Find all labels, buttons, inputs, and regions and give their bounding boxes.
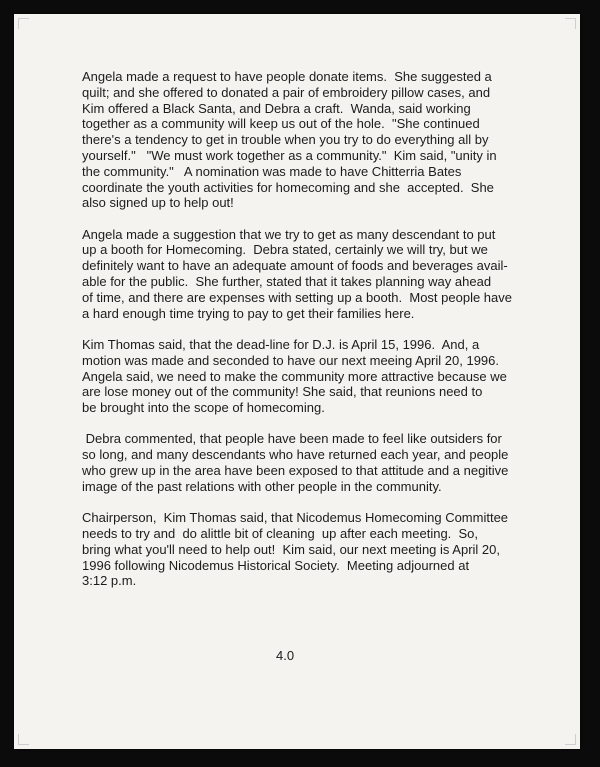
paragraph-deadline bbox=[82, 337, 542, 416]
page-number: 4.0 bbox=[276, 648, 295, 663]
text-line: Angela made a request to have people donate items. She suggested a bbox=[82, 69, 492, 84]
text-line: coordinate the youth activities for homecoming and she accepted. She bbox=[82, 179, 494, 195]
crop-mark-bottom-left bbox=[18, 734, 29, 745]
text-line: 3:12 p.m. bbox=[82, 573, 137, 589]
text-line: quilt; and she offered to donated a pair of embroidery pillow cases, and bbox=[82, 84, 491, 100]
crop-mark-top-right bbox=[565, 18, 576, 29]
crop-mark-bottom-right bbox=[565, 734, 576, 745]
text-line: able for the public. She further, stated that it takes planning way ahead bbox=[82, 274, 492, 290]
minutes-text-body bbox=[82, 69, 542, 605]
text-line: who grew up in the area have been exposed to that attitude and a negitive bbox=[82, 463, 509, 479]
text-line: needs to try and do alittle bit of cleaning up after each meeting. So, bbox=[82, 525, 479, 541]
text-line: a hard enough time trying to pay to get their families here. bbox=[82, 305, 415, 321]
text-line: there's a tendency to get in trouble when you try to do everything all by bbox=[82, 132, 489, 148]
text-line: 1996 following Nicodemus Historical Society. Meeting adjourned at bbox=[82, 557, 470, 573]
document-page bbox=[14, 14, 580, 749]
text-line: definitely want to have an adequate amount of foods and beverages avail- bbox=[82, 258, 508, 274]
text-line: the community." A nomination was made to have Chitterria Bates bbox=[82, 163, 462, 179]
text-line: yourself." "We must work together as a community." Kim said, "unity in bbox=[82, 147, 497, 163]
text-line: are lose money out of the community! She said, that reunions need to bbox=[82, 384, 483, 400]
text-line: up a booth for Homecoming. Debra stated, certainly we will try, but we bbox=[82, 242, 488, 258]
text-line: of time, and there are expenses with setting up a booth. Most people have bbox=[82, 289, 512, 305]
text-line: Kim offered a Black Santa, and Debra a craft. Wanda, said working bbox=[82, 100, 471, 116]
paragraph-outsiders bbox=[82, 431, 542, 494]
text-line: Debra commented, that people have been made to feel like outsiders for bbox=[82, 431, 502, 447]
text-line: Kim Thomas said, that the dead-line for D.J. is April 15, 1996. And, a bbox=[82, 336, 480, 352]
text-line: Angela made a suggestion that we try to get as many descendant to put bbox=[82, 226, 496, 242]
text-line: Angela said, we need to make the community more attractive because we bbox=[82, 368, 507, 384]
paragraph-donations bbox=[82, 69, 542, 211]
paragraph-booth bbox=[82, 227, 542, 322]
crop-mark-top-left bbox=[18, 18, 29, 29]
text-line: be brought into the scope of homecoming. bbox=[82, 400, 325, 416]
text-line: so long, and many descendants who have returned each year, and people bbox=[82, 447, 509, 463]
text-line: also signed up to help out! bbox=[82, 195, 234, 211]
text-line: image of the past relations with other people in the community. bbox=[82, 478, 442, 494]
text-line: bring what you'll need to help out! Kim said, our next meeting is April 20, bbox=[82, 541, 500, 557]
text-line: together as a community will keep us out of the hole. "She continued bbox=[82, 116, 480, 132]
text-line: motion was made and seconded to have our next meeing April 20, 1996. bbox=[82, 352, 499, 368]
text-line: Chairperson, Kim Thomas said, that Nicodemus Homecoming Committee bbox=[82, 510, 509, 526]
paragraph-adjournment bbox=[82, 510, 542, 589]
